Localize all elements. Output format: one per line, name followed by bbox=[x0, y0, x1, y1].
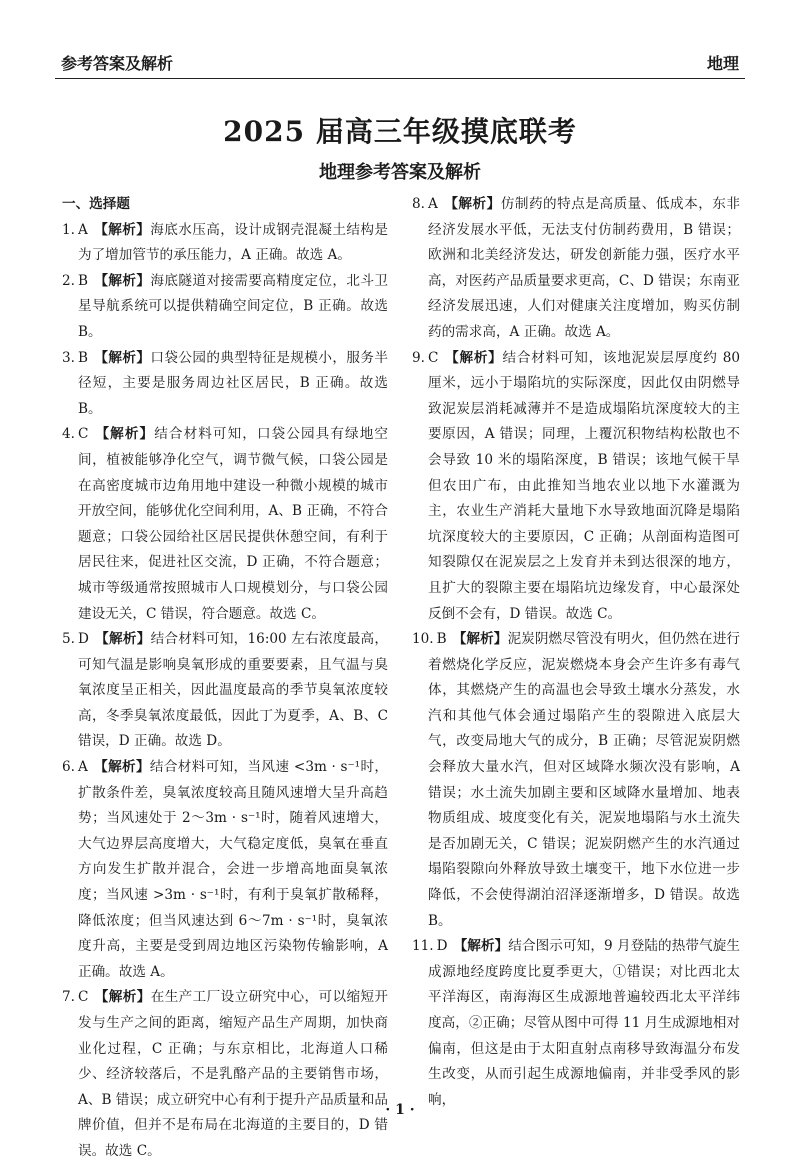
answer-item-8 bbox=[412, 192, 740, 346]
question-number: 6. bbox=[62, 759, 75, 776]
analysis-tag: 【解析】 bbox=[93, 759, 150, 776]
answer-item-6 bbox=[62, 755, 388, 985]
analysis-tag: 【解析】 bbox=[93, 221, 151, 238]
question-number: 8. bbox=[412, 196, 425, 212]
question-number: 7. bbox=[62, 989, 75, 1006]
analysis-tag: 【解析】 bbox=[444, 349, 503, 366]
analysis-tag: 【解析】 bbox=[94, 631, 151, 648]
question-number: 9. bbox=[412, 349, 425, 366]
answer-choice: A bbox=[427, 196, 438, 212]
analysis-tag: 【解析】 bbox=[452, 631, 508, 648]
answer-choice: D bbox=[436, 938, 448, 955]
question-number: 10. bbox=[412, 631, 434, 648]
header-doc-type: 参考答案及解析 bbox=[61, 54, 174, 73]
answer-item-11 bbox=[412, 934, 740, 1113]
analysis-text: 结合材料可知，当风速 <3m · s⁻¹时，扩散条件差，臭氧浓度较高且随风速增大呈升高趋势；当风速处于 2～3m · s⁻¹时，随着风速增大，大气边界层高度增大，大气稳定度低，臭氧在垂直方向发生扩散并混合，会进一步增高地面臭氧浓度；当风速 >3m · s⁻¹时，有利于臭氧扩散稀释，降低浓度；但当风速达到 6～7m · s⁻¹时，臭氧浓度升高，主要是受到周边地区污染物传输影响，A 正确。故选 A。 bbox=[78, 759, 388, 980]
answer-item-2 bbox=[62, 269, 388, 346]
analysis-tag: 【解析】 bbox=[93, 349, 151, 366]
analysis-text: 海底水压高，设计成钢壳混凝土结构是为了增加管节的承压能力，A 正确。故选 A。 bbox=[78, 221, 389, 264]
answer-item-1 bbox=[62, 218, 388, 269]
analysis-text: 海底隧道对接需要高精度定位，北斗卫星导航系统可以提供精确空间定位，B 正确。故选 B。 bbox=[78, 272, 389, 340]
header-subject: 地理 bbox=[706, 54, 739, 73]
document-title: 2025 届高三年级摸底联考 bbox=[223, 115, 577, 148]
analysis-tag: 【解析】 bbox=[93, 272, 151, 289]
answer-choice: B bbox=[436, 631, 447, 648]
answer-item-3 bbox=[62, 346, 388, 423]
analysis-text: 泥炭阴燃尽管没有明火，但仍然在进行着燃烧化学反应，泥炭燃烧本身会产生许多有毒气体，其燃烧产生的高温也会导致土壤水分蒸发，水汽和其他气体会通过塌陷产生的裂隙进入底层大气，改变局地大气的成分，B 正确；尽管泥炭阴燃会释放大量水汽，但对区域降水频次没有影响，A 错误；水土流失加剧主要和区域降水量增加、地表物质组成、坡度变化有关，泥炭地塌陷与水土流失是否加剧无关，C 错误；泥炭阴燃产生的水汽通过塌陷裂隙向外释放导致土壤变干，地下水位进一步降低，不会使得湖泊沼泽逐渐增多，D 错误。故选 B。 bbox=[428, 631, 741, 929]
question-number: 2. bbox=[62, 272, 75, 289]
answer-choice: B bbox=[77, 349, 88, 366]
answer-choice: C bbox=[77, 426, 89, 443]
question-number: 4. bbox=[62, 426, 75, 443]
right-column bbox=[412, 192, 740, 1113]
answer-choice: C bbox=[77, 989, 89, 1006]
analysis-text: 结合材料可知，口袋公园具有绿地空间，植被能够净化空气，调节微气候，口袋公园是在高密度城市边角用地中建设一种微小规模的城市开放空间，能够优化空间利用，A、B 正确，不符合题意；口袋公园给社区居民提供休憩空间，有利于居民往来，促进社区交流，D 正确，不符合题意；城市等级通常按照城市人口规模划分，与口袋公园建设无关，C 错误，符合题意。故选 C。 bbox=[78, 426, 389, 622]
analysis-tag: 【解析】 bbox=[94, 426, 155, 443]
analysis-tag: 【解析】 bbox=[453, 938, 509, 955]
left-column bbox=[62, 192, 388, 1165]
analysis-text: 仿制药的特点是高质量、低成本，东非经济发展水平低，无法支付仿制药费用，B 错误；欧洲和北美经济发达，研发创新能力强，医疗水平高，对医药产品质量要求更高，C、D 错误；东南亚经济发展迅速，人们对健康关注度增加，购买仿制药的需求高，A 正确。故选 A。 bbox=[428, 196, 741, 340]
answer-choice: C bbox=[427, 349, 439, 366]
question-number: 5. bbox=[62, 631, 75, 648]
answer-item-9 bbox=[412, 346, 740, 628]
running-header bbox=[55, 48, 745, 79]
analysis-text: 结合图示可知，9 月登陆的热带气旋生成源地经度跨度比夏季更大，①错误；对比西北太平洋海区，南海海区生成源地普遍较西北太平洋纬度高，②正确；尽管从图中可得 11 月生成源地相对偏南，但这是由于太阳直射点南移导致海温分布发生改变，从而引起生成源地偏南，并非受季风的影响， bbox=[428, 938, 741, 1108]
question-number: 1. bbox=[62, 221, 75, 238]
analysis-text: 结合材料可知，该地泥炭层厚度约 80 厘米，远小于塌陷坑的实际深度，因此仅由阴燃导致泥炭层消耗减薄并不是造成塌陷坑深度较大的主要原因，A 错误；同理，上覆沉积物结构松散也不会导致 10 米的塌陷深度，B 错误；该地气候干旱但农田广布，由此推知当地农业以地下水灌溉为主，农业生产消耗大量地下水导致地面沉降是塌陷坑深度较大的主要原因，C 正确；从剖面构造图可知裂隙仅在泥炭层之上发育并未到达很深的地方，且扩大的裂隙主要在塌陷坑边缘发育，中心最深处反倒不会有，D 错误。故选 C。 bbox=[428, 349, 741, 622]
analysis-tag: 【解析】 bbox=[94, 989, 151, 1006]
section-heading: 一、选择题 bbox=[62, 196, 130, 212]
analysis-text: 结合材料可知，16:00 左右浓度最高，可知气温是影响臭氧形成的重要要素，且气温与臭氧浓度呈正相关，因此温度最高的季节臭氧浓度较高，冬季臭氧浓度最低，因此丁为夏季，A、B、C 错误，D 正确。故选 D。 bbox=[78, 631, 388, 750]
answer-choice: D bbox=[77, 631, 89, 648]
answer-item-5 bbox=[62, 627, 388, 755]
question-number: 11. bbox=[412, 938, 434, 955]
page-number: · 1 · bbox=[385, 1102, 415, 1118]
answer-choice: B bbox=[77, 272, 88, 289]
answer-choice: A bbox=[77, 759, 88, 776]
analysis-text: 口袋公园的典型特征是规模小，服务半径短，主要是服务周边社区居民，B 正确。故选 B。 bbox=[78, 349, 389, 417]
analysis-tag: 【解析】 bbox=[443, 196, 501, 212]
analysis-text: 在生产工厂设立研究中心，可以缩短开发与生产之间的距离，缩短产品生产周期，加快商业化过程，C 正确；与东京相比，北海道人口稀少、经济较落后，不是乳酪产品的主要销售市场，A、B 错误；成立研究中心有利于提升产品质量和品牌价值，但并不是布局在北海道的主要目的，D 错误。故选 C。 bbox=[78, 989, 389, 1159]
answer-item-10 bbox=[412, 627, 740, 934]
answer-item-4 bbox=[62, 422, 388, 627]
answer-item-7 bbox=[62, 985, 388, 1164]
question-number: 3. bbox=[62, 349, 75, 366]
document-subtitle: 地理参考答案及解析 bbox=[319, 162, 481, 183]
answer-choice: A bbox=[77, 221, 88, 238]
